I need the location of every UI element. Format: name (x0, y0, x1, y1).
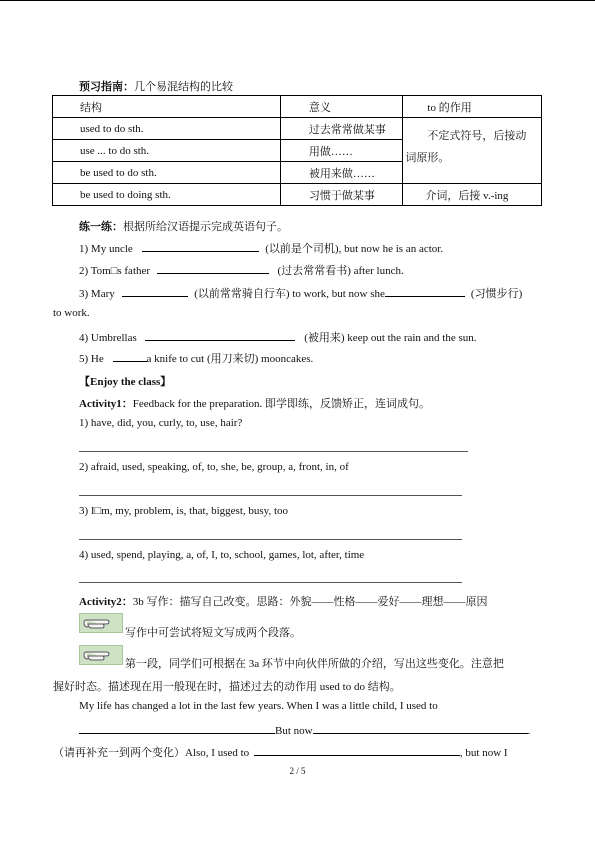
page-number: 2 / 5 (289, 766, 306, 776)
practice-item-3-cont: to work. (53, 307, 90, 319)
essay-line-3: （请再补充一到两个变化）Also, I used to , but now I (53, 744, 508, 760)
answer-line[interactable] (79, 539, 462, 540)
activity2-desc: 3b 写作：描写自己改变。思路：外貌——性格——爱好——理想——原因 (132, 596, 488, 608)
table-cell-structure: use ... to do sth. (53, 140, 281, 162)
activity1-label: Activity1： (79, 398, 133, 410)
table-row (53, 118, 542, 140)
answer-blank[interactable] (145, 329, 295, 341)
activity2-label: Activity2： (79, 596, 133, 608)
table-cell-meaning: 过去常常做某事 (280, 118, 403, 140)
table-header-row (53, 96, 542, 118)
pointing-hand-icon (79, 613, 123, 633)
answer-blank[interactable] (113, 350, 147, 362)
practice-item-3: 3) Mary (以前常常骑自行车) to work, but now she (习惯步行) (79, 285, 522, 301)
activity2-heading (79, 593, 488, 609)
answer-blank[interactable] (79, 722, 275, 734)
table-header-cell: 意义 (280, 96, 403, 118)
answer-blank[interactable] (313, 722, 528, 734)
writing-tip-1: 写作中可尝试将短文写成两个段落。 (125, 627, 301, 639)
table-cell-to-role: 介词，后接 v.-ing (403, 184, 542, 206)
answer-line[interactable] (79, 495, 462, 496)
practice-item-5: 5) He a knife to cut (用刀来切) mooncakes. (79, 350, 313, 366)
answer-line[interactable] (79, 451, 468, 452)
activity1-heading (79, 395, 430, 411)
essay-line-2: But now . (79, 722, 530, 737)
table-cell-meaning: 用做…… (280, 140, 403, 162)
activity1-item: 3) I□m, my, problem, is, that, biggest, busy, too (79, 505, 289, 517)
table-cell-structure: used to do sth. (53, 118, 281, 140)
table-cell-structure: be used to do sth. (53, 162, 281, 184)
practice-item-4: 4) Umbrellas (被用来) keep out the rain and the sun. (79, 329, 477, 345)
practice-instruction: 根据所给汉语提示完成英语句子。 (123, 221, 288, 233)
activity1-item: 1) have, did, you, curly, to, use, hair? (79, 417, 243, 429)
writing-tip-2-cont: 握好时态。描述现在用一般现在时，描述过去的动作用 used to do 结构。 (53, 681, 401, 693)
answer-blank[interactable] (122, 285, 188, 297)
activity1-item: 4) used, spend, playing, a, of, I, to, school, games, lot, after, time (79, 549, 365, 561)
table-cell-meaning: 习惯于做某事 (280, 184, 403, 206)
activity1-item: 2) afraid, used, speaking, of, to, she, be, group, a, front, in, of (79, 461, 349, 473)
pointing-hand-icon (79, 645, 123, 665)
answer-line[interactable] (79, 582, 462, 583)
practice-title: 练一练： (79, 221, 123, 233)
practice-item-2: 2) Tom□s father (过去常常看书) after lunch. (79, 262, 404, 278)
table-row (53, 184, 542, 206)
table-cell-structure: be used to doing sth. (53, 184, 281, 206)
guide-title: 预习指南： (79, 81, 134, 93)
table-cell-meaning: 被用来做…… (280, 162, 403, 184)
activity1-desc: Feedback for the preparation. 即学即练，反馈矫正，连词成句。 (132, 398, 431, 410)
answer-blank[interactable] (157, 262, 269, 274)
writing-tip-2: 第一段，同学们可根据在 3a 环节中向伙伴所做的介绍，写出这些变化。注意把 (125, 658, 504, 670)
table-header-cell: 结构 (53, 96, 281, 118)
answer-blank[interactable] (254, 744, 460, 756)
top-border-line (0, 0, 595, 1)
guide-subtitle: 几个易混结构的比较 (134, 81, 233, 93)
enjoy-class-heading: 【Enjoy the class】 (79, 376, 172, 388)
answer-blank[interactable] (142, 240, 259, 252)
answer-blank[interactable] (385, 285, 465, 297)
comparison-table (52, 95, 542, 206)
essay-line-1: My life has changed a lot in the last few years. When I was a little child, I used to (79, 700, 438, 712)
practice-item-1: 1) My uncle (以前是个司机), but now he is an actor. (79, 240, 443, 256)
table-cell-to-role: 不定式符号，后接动 词原形。 (403, 118, 542, 184)
guide-heading (79, 78, 233, 94)
table-header-cell: to 的作用 (403, 96, 542, 118)
practice-heading (79, 218, 288, 234)
